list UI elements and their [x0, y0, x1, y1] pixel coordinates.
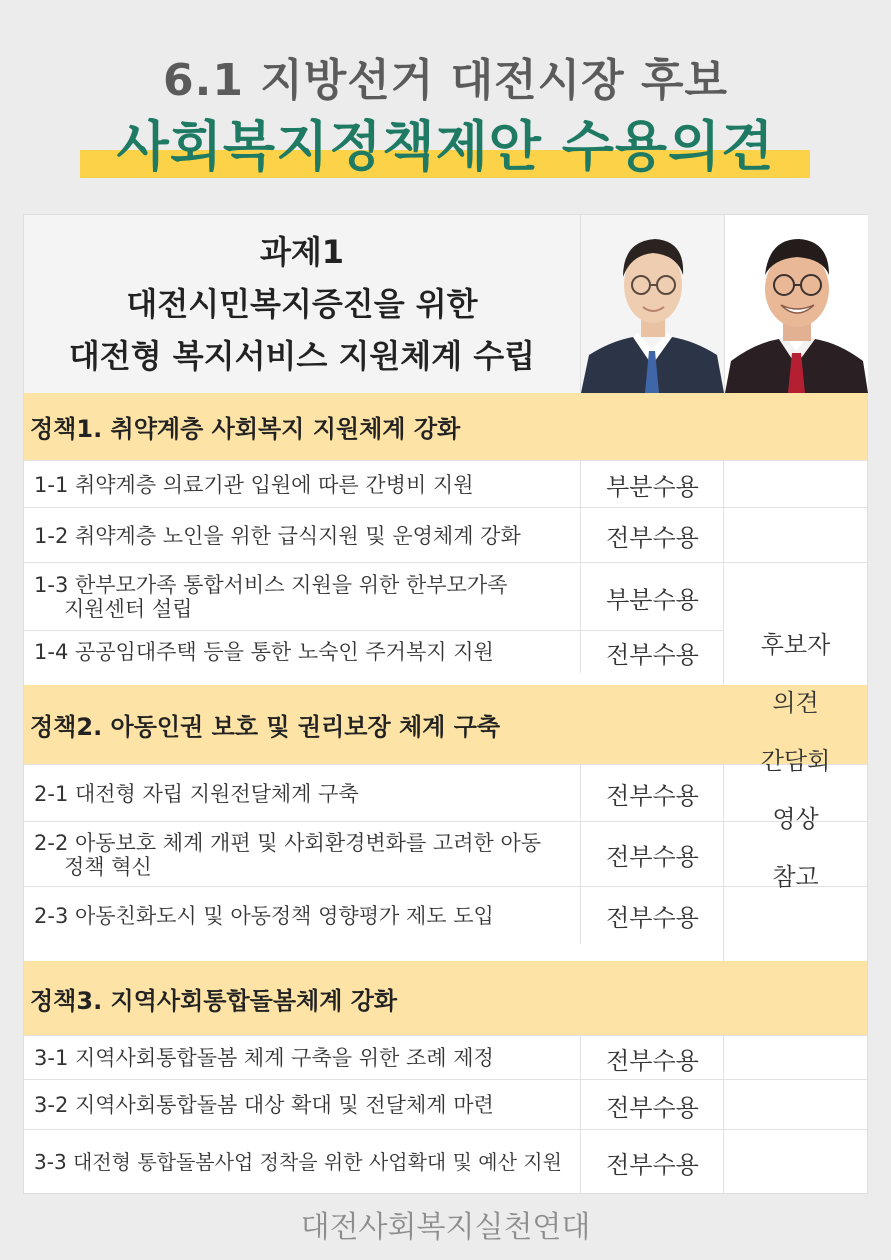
candidate2-note-line: 영상 — [772, 805, 819, 833]
policy-title: 정책3. 지역사회통합돌봄체계 강화 — [30, 986, 398, 1015]
task-title-line1: 대전시민복지증진을 위한 — [126, 285, 478, 323]
grid-line — [724, 1035, 867, 1036]
status-cell: 부분수용 — [580, 460, 724, 508]
row-text: 3-3 대전형 통합돌봄사업 정착을 위한 사업확대 및 예산 지원 — [34, 1150, 562, 1174]
policy-band-3 — [24, 961, 867, 1035]
status-cell: 전부수용 — [580, 1079, 724, 1130]
policy-title: 정책2. 아동인권 보호 및 권리보장 체계 구축 — [30, 713, 501, 741]
policy-title: 정책1. 취약계층 사회복지 지원체계 강화 — [30, 415, 461, 443]
status-cell: 전부수용 — [580, 630, 724, 673]
status-cell: 전부수용 — [580, 886, 724, 944]
grid-line — [724, 562, 867, 563]
row-text: 1-2 취약계층 노인을 위한 급식지원 및 운영체계 강화 — [34, 523, 521, 548]
grid-line — [724, 1129, 867, 1130]
row-text-continued: 지원센터 설립 — [64, 597, 193, 621]
table-row — [24, 1079, 580, 1130]
status-cell: 전부수용 — [580, 1035, 724, 1080]
grid-line — [724, 507, 867, 508]
table-row — [24, 562, 580, 631]
status-cell: 전부수용 — [580, 764, 724, 822]
table-row — [24, 886, 580, 944]
title-line2: 사회복지정책제안 수용의견 — [116, 115, 775, 178]
row-text: 3-2 지역사회통합돌봄 대상 확대 및 전달체계 마련 — [34, 1093, 494, 1117]
row-text: 1-1 취약계층 의료기관 입원에 따른 간병비 지원 — [34, 472, 474, 497]
task-title-line2: 대전형 복지서비스 지원체계 수립 — [68, 337, 536, 375]
candidate2-note-line: 후보자 — [760, 631, 831, 659]
table-row — [24, 507, 580, 563]
row-text: 2-3 아동친화도시 및 아동정책 영향평가 제도 도입 — [34, 903, 494, 928]
policy-table — [23, 214, 868, 1194]
row-text: 3-1 지역사회통합돌봄 체계 구축을 위한 조례 제정 — [34, 1046, 494, 1070]
status-cell: 전부수용 — [580, 1129, 724, 1194]
candidate1-portrait-icon — [581, 215, 724, 393]
footer-organization: 대전사회복지실천연대 — [300, 1210, 591, 1245]
candidate2-note-line: 참고 — [772, 863, 819, 891]
table-row — [24, 460, 580, 508]
status-cell: 부분수용 — [580, 562, 724, 631]
table-row — [24, 821, 580, 887]
status-cell: 전부수용 — [580, 821, 724, 887]
candidate2-note-line: 의견 — [772, 689, 819, 717]
grid-line — [724, 1079, 867, 1080]
row-text: 2-1 대전형 자립 지원전달체계 구축 — [34, 781, 359, 806]
task-heading — [24, 215, 580, 393]
table-row — [24, 1129, 580, 1194]
candidate2-portrait-icon — [725, 215, 868, 393]
task-number: 과제1 — [259, 233, 345, 271]
table-row — [24, 630, 580, 673]
table-row — [24, 1035, 580, 1080]
row-text: 2-2 아동보호 체계 개편 및 사회환경변화를 고려한 아동 — [34, 830, 542, 855]
candidate1-photo — [580, 215, 724, 393]
column-divider — [723, 393, 724, 1193]
policy-band-1 — [24, 393, 867, 460]
row-text: 1-4 공공임대주택 등을 통한 노숙인 주거복지 지원 — [34, 640, 494, 664]
row-text: 1-3 한부모가족 통합서비스 지원을 위한 한부모가족 — [34, 573, 508, 597]
row-text-continued: 정책 혁신 — [64, 854, 152, 879]
candidate2-note-line: 간담회 — [760, 747, 831, 775]
title-line1: 6.1 지방선거 대전시장 후보 — [163, 55, 728, 106]
table-row — [24, 764, 580, 822]
candidate2-photo — [724, 215, 868, 393]
status-cell: 전부수용 — [580, 507, 724, 563]
grid-line — [724, 460, 867, 461]
